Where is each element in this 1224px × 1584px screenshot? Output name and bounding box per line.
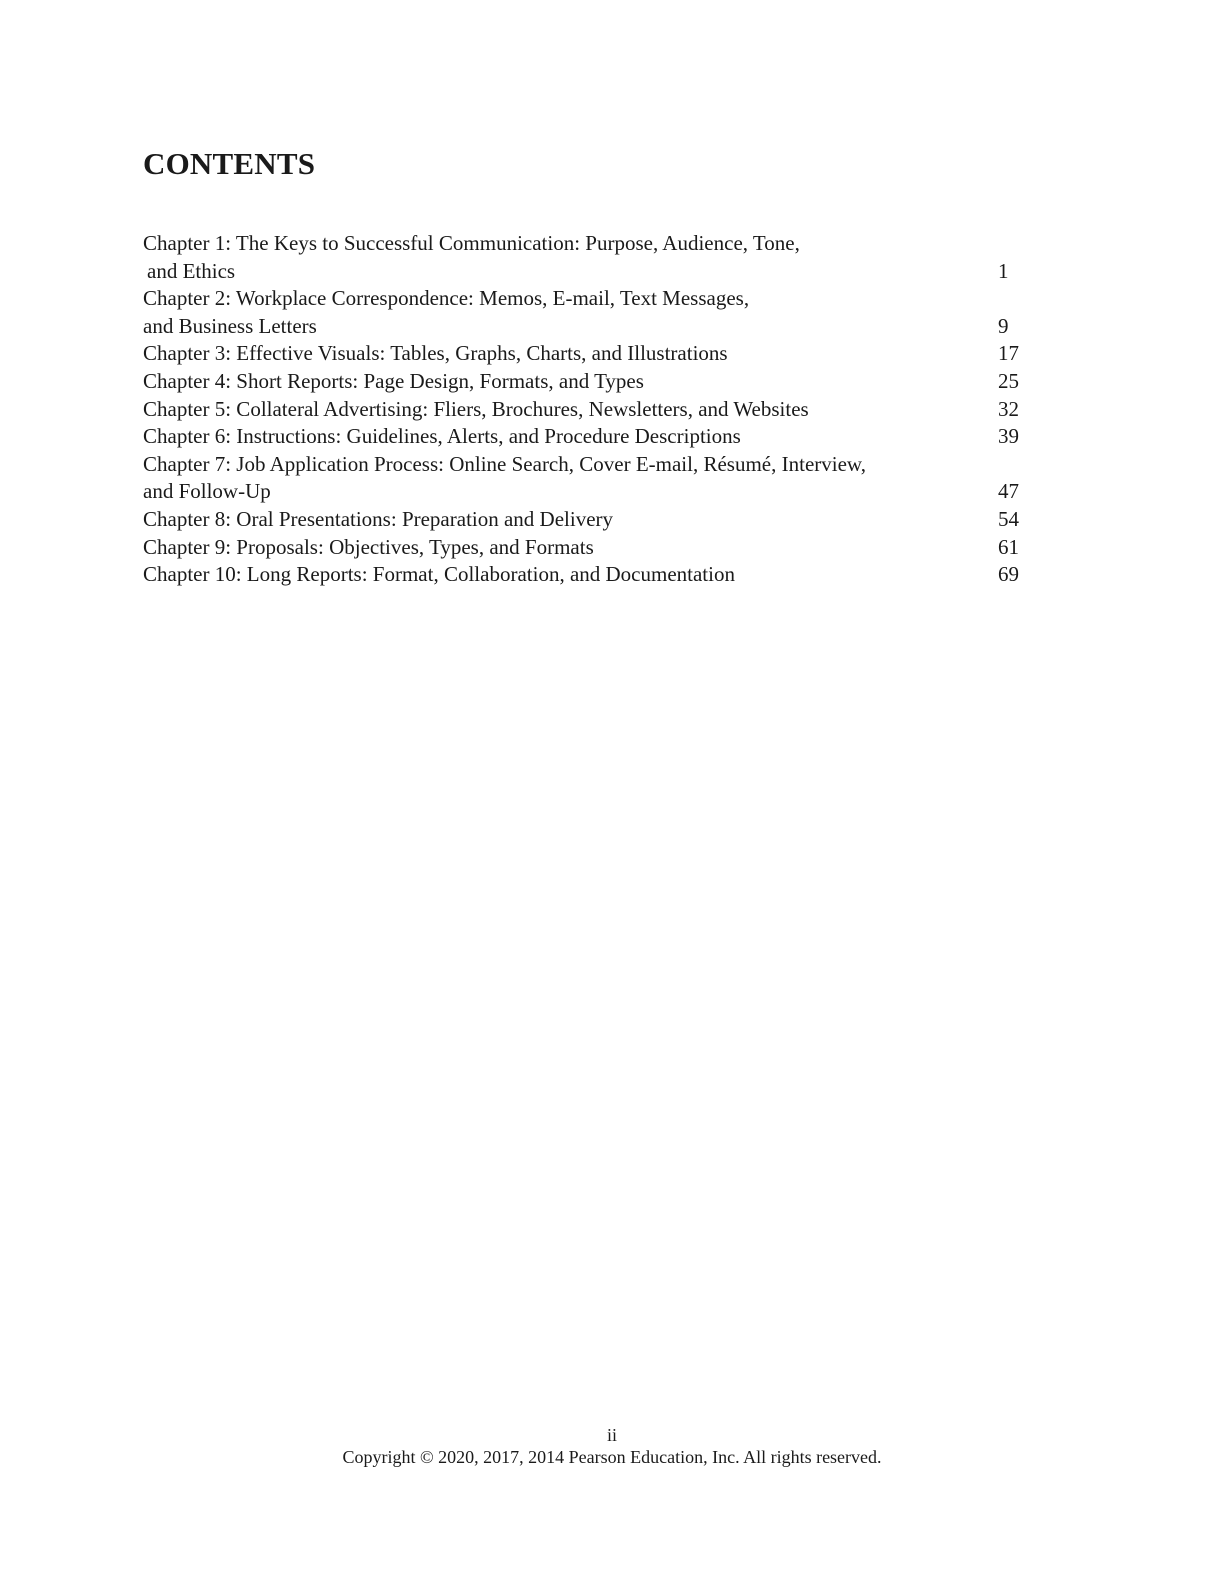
toc-entry-chapter-2-line-2[interactable]	[143, 313, 1043, 341]
toc-entry-title: Chapter 4: Short Reports: Page Design, Formats, and Types	[143, 368, 644, 393]
toc-entry-chapter-6[interactable]	[143, 423, 1043, 451]
toc-entry-chapter-2-line-1[interactable]	[143, 285, 1043, 313]
toc-page-number: 25	[998, 368, 1019, 393]
toc-entry-title: Chapter 7: Job Application Process: Online Search, Cover E-mail, Résumé, Interview,	[143, 451, 866, 476]
toc-entry-chapter-4[interactable]	[143, 368, 1043, 396]
toc-entry-title-continued: and Business Letters	[143, 313, 317, 338]
toc-page-number: 39	[998, 424, 1019, 449]
toc-entry-title: Chapter 2: Workplace Correspondence: Memos, E-mail, Text Messages,	[143, 286, 750, 311]
toc-page-number: 69	[998, 562, 1019, 587]
footer-page-number: ii	[606, 1425, 617, 1445]
toc-page-number: 54	[998, 506, 1019, 531]
toc-entry-title-continued: and Follow-Up	[143, 479, 271, 504]
toc-entry-title: Chapter 5: Collateral Advertising: Fliers, Brochures, Newsletters, and Websites	[143, 396, 809, 421]
toc-entry-chapter-1-line-2[interactable]	[143, 258, 1043, 286]
toc-entry-chapter-1-line-1[interactable]	[143, 230, 1043, 258]
toc-page-number: 32	[998, 396, 1019, 421]
page-title: CONTENTS	[143, 146, 316, 181]
toc-entry-title: Chapter 3: Effective Visuals: Tables, Graphs, Charts, and Illustrations	[143, 341, 728, 366]
toc-page-number: 1	[998, 258, 1009, 283]
toc-entry-title: Chapter 9: Proposals: Objectives, Types, and Formats	[143, 534, 594, 559]
footer-copyright: Copyright © 2020, 2017, 2014 Pearson Education, Inc. All rights reserved.	[342, 1447, 882, 1467]
toc-entry-chapter-8[interactable]	[143, 506, 1043, 534]
toc-entry-chapter-10[interactable]	[143, 561, 1043, 589]
toc-page-number: 47	[998, 479, 1019, 504]
toc-page-number: 61	[998, 534, 1019, 559]
toc-entry-chapter-7-line-1[interactable]	[143, 451, 1043, 479]
toc-entry-title: Chapter 10: Long Reports: Format, Collaboration, and Documentation	[143, 562, 735, 587]
toc-entry-chapter-7-line-2[interactable]	[143, 478, 1043, 506]
toc-entry-title: Chapter 6: Instructions: Guidelines, Alerts, and Procedure Descriptions	[143, 424, 741, 449]
toc-entry-title: Chapter 8: Oral Presentations: Preparation and Delivery	[143, 506, 614, 531]
toc-page-number: 17	[998, 341, 1019, 366]
table-of-contents	[143, 230, 1043, 589]
toc-page-number: 9	[998, 313, 1009, 338]
toc-entry-chapter-9[interactable]	[143, 534, 1043, 562]
toc-entry-chapter-5[interactable]	[143, 396, 1043, 424]
toc-entry-chapter-3[interactable]	[143, 340, 1043, 368]
toc-entry-title-continued: and Ethics	[147, 258, 236, 283]
toc-entry-title: Chapter 1: The Keys to Successful Communication: Purpose, Audience, Tone,	[143, 231, 800, 255]
